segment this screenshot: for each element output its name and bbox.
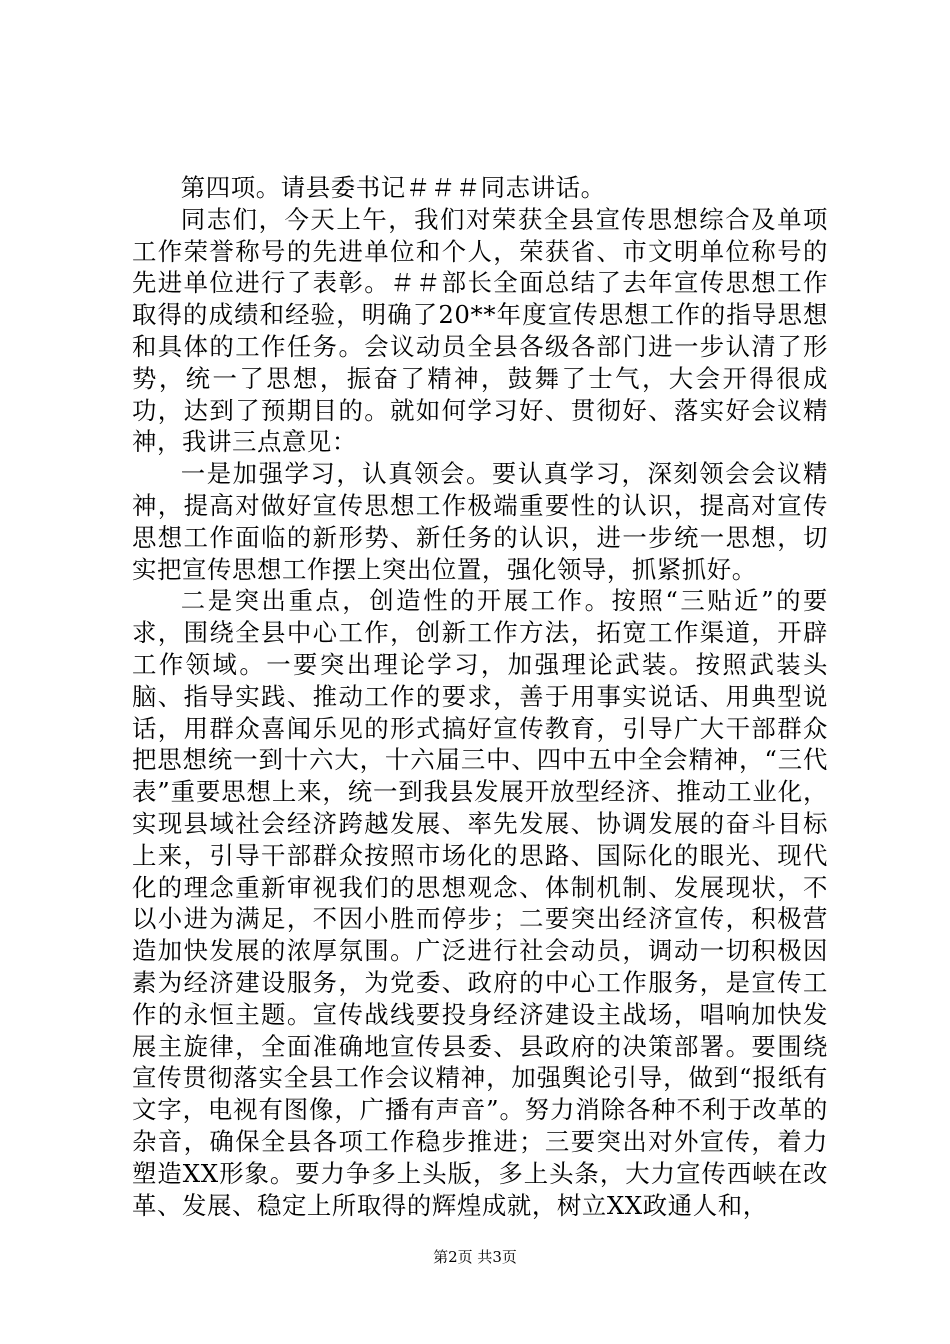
paragraph-opening-remarks: 同志们，今天上午，我们对荣获全县宣传思想综合及单项工作荣誉称号的先进单位和个人，荣获省、市文明单位称号的先进单位进行了表彰。＃＃部长全面总结了去年宣传思想工作取得的成绩和经验，明确了20**年度宣传思想工作的指导思想和具体的工作任务。会议动员全县各级各部门进一步认清了形势，统一了思想，振奋了精神，鼓舞了士气，大会开得很成功，达到了预期目的。就如何学习好、贯彻好、落实好会议精神，我讲三点意见： — [132, 204, 828, 457]
paragraph-agenda-item: 第四项。请县委书记＃＃＃同志讲话。 — [180, 173, 606, 202]
paragraph-point-two: 二是突出重点，创造性的开展工作。按照“三贴近”的要求，围绕全县中心工作，创新工作方法，拓宽工作渠道，开辟工作领域。一要突出理论学习，加强理论武装。按照武装头脑、指导实践、推动工作的要求，善于用事实说话、用典型说话，用群众喜闻乐见的形式搞好宣传教育，引导广大干部群众把思想统一到十六大，十六届三中、四中五中全会精神，“三代表”重要思想上来，统一到我县发展开放型经济、推动工业化，实现县域社会经济跨越发展、率先发展、协调发展的奋斗目标上来，引导干部群众按照市场化的思路、国际化的眼光、现代化的理念重新审视我们的思想观念、体制机制、发展现状，不以小进为满足，不因小胜而停步；二要突出经济宣传，积极营造加快发展的浓厚氛围。广泛进行社会动员，调动一切积极因素为经济建设服务，为党委、政府的中心工作服务，是宣传工作的永恒主题。宣传战线要投身经济建设主战场，唱响加快发展主旋律，全面准确地宣传县委、县政府的决策部署。要围绕宣传贯彻落实全县工作会议精神，加强舆论引导，做到“报纸有文字，电视有图像，广播有声音”。努力消除各种不利于改革的杂音，确保全县各项工作稳步推进；三要突出对外宣传，着力塑造XX形象。要力争多上头版，多上头条，大力宣传西峡在改革、发展、稳定上所取得的辉煌成就，树立XX政通人和， — [132, 586, 828, 1220]
paragraph-point-one: 一是加强学习，认真领会。要认真学习，深刻领会会议精神，提高对做好宣传思想工作极端重要性的认识，提高对宣传思想工作面临的新形势、新任务的认识，进一步统一思想，切实把宣传思想工作摆上突出位置，强化领导，抓紧抓好。 — [132, 459, 828, 584]
page-number-footer: 第2页 共3页 — [433, 1248, 517, 1266]
document-body — [132, 172, 828, 1221]
